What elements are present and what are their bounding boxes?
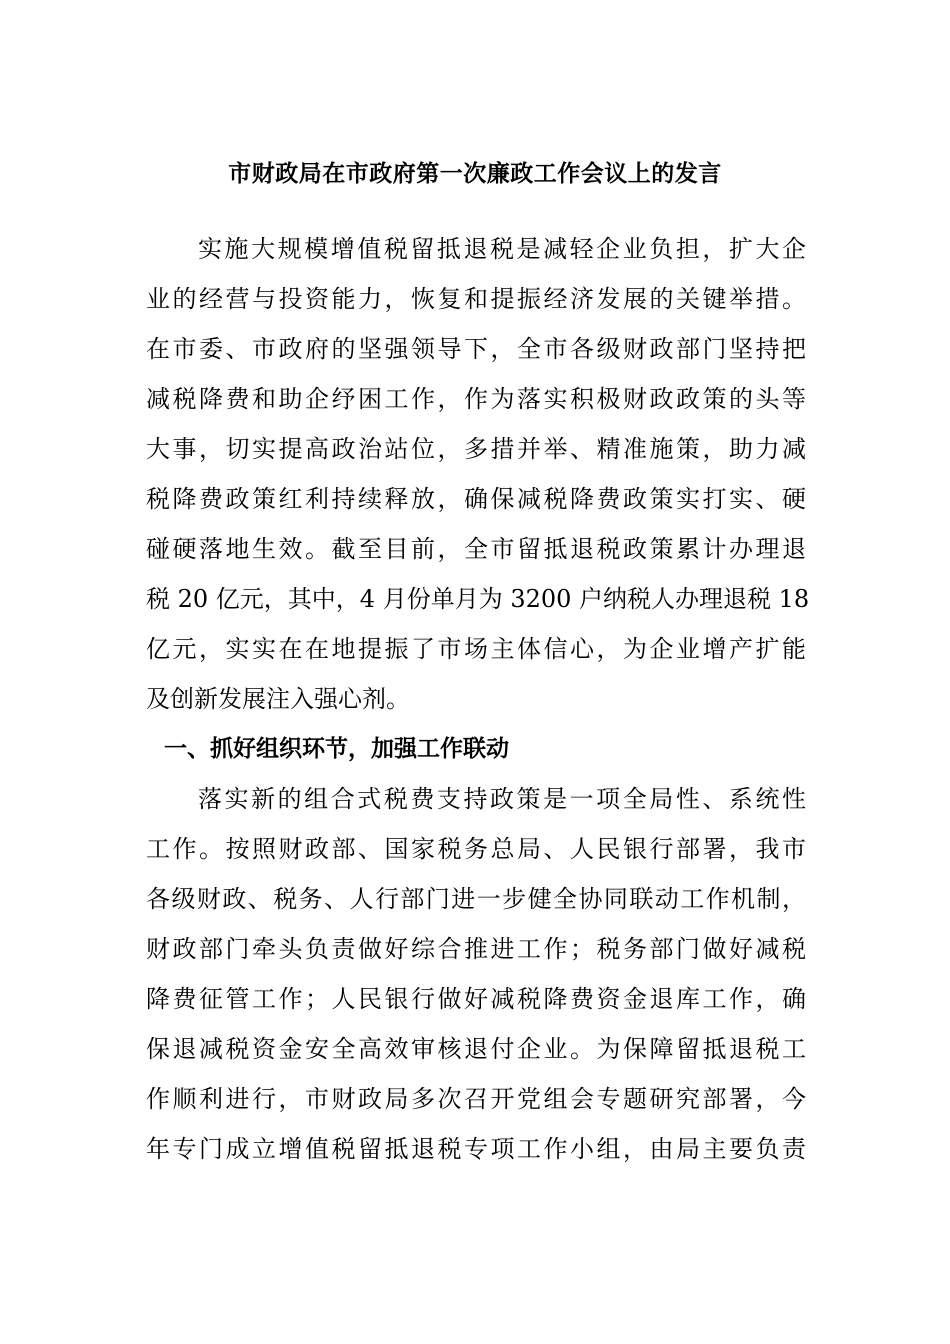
paragraph-line: 业的经营与投资能力，恢复和提振经济发展的关键举措。 [146,285,806,313]
paragraph-line: 工作。按照财政部、国家税务总局、人民银行部署，我市 [146,835,806,863]
document-title: 市财政局在市政府第一次廉政工作会议上的发言 [228,161,722,187]
paragraph-line: 税 20 亿元，其中，4 月份单月为 3200 户纳税人办理退税 18 [146,585,810,613]
paragraph-line: 降费征管工作；人民银行做好减税降费资金退库工作，确 [146,985,806,1013]
paragraph-line: 及创新发展注入强心剂。 [146,685,410,713]
paragraph-line: 各级财政、税务、人行部门进一步健全协同联动工作机制， [146,885,806,913]
paragraph-line: 作顺利进行，市财政局多次召开党组会专题研究部署，今 [146,1085,806,1113]
paragraph-line: 落实新的组合式税费支持政策是一项全局性、系统性 [198,785,806,813]
paragraph-line: 在市委、市政府的坚强领导下，全市各级财政部门坚持把 [146,335,806,363]
paragraph-line: 年专门成立增值税留抵退税专项工作小组，由局主要负责 [146,1135,806,1163]
document-body [146,224,810,1174]
paragraph-line: 减税降费和助企纾困工作，作为落实积极财政政策的头等 [146,385,806,413]
section-heading: 一、抓好组织环节，加强工作联动 [164,736,509,762]
paragraph-line: 税降费政策红利持续释放，确保减税降费政策实打实、硬 [146,485,806,513]
paragraph-line: 大事，切实提高政治站位，多措并举、精准施策，助力减 [146,435,806,463]
paragraph-line: 亿元，实实在在地提振了市场主体信心，为企业增产扩能 [146,635,806,663]
paragraph-line: 财政部门牵头负责做好综合推进工作；税务部门做好减税 [146,935,806,963]
paragraph-line: 实施大规模增值税留抵退税是减轻企业负担，扩大企 [198,235,806,263]
paragraph-line: 保退减税资金安全高效审核退付企业。为保障留抵退税工 [146,1035,806,1063]
paragraph-line: 碰硬落地生效。截至目前，全市留抵退税政策累计办理退 [146,535,806,563]
